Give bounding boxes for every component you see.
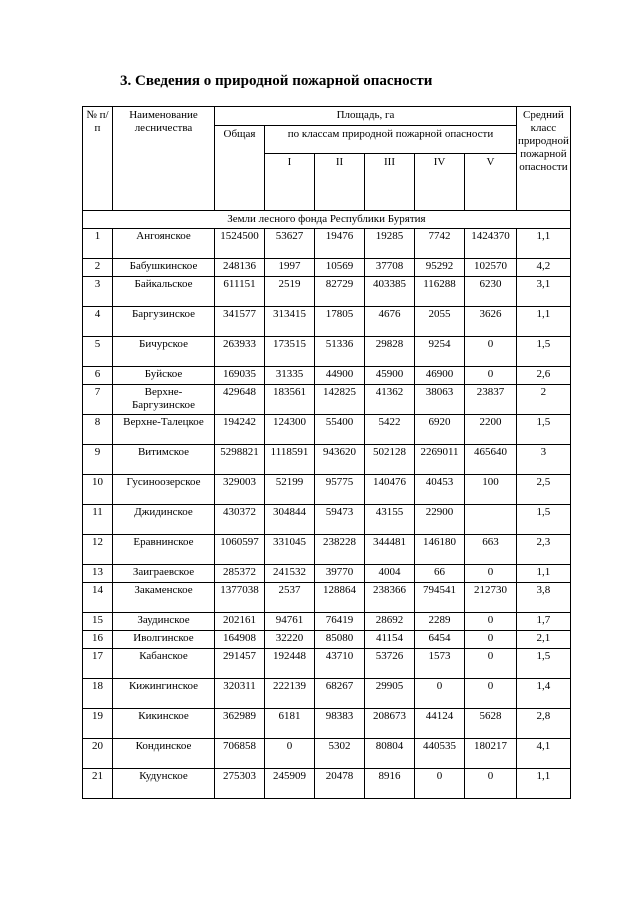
row-number: 15	[83, 613, 113, 631]
class-5-area: 6230	[465, 277, 517, 307]
class-3-area: 140476	[365, 475, 415, 505]
table-row	[83, 385, 571, 415]
table-row	[83, 415, 571, 445]
table-row	[83, 367, 571, 385]
forestry-name: Кабанское	[113, 649, 215, 679]
forestry-name: Кикинское	[113, 709, 215, 739]
class-5-area: 0	[465, 367, 517, 385]
class-5-area: 180217	[465, 739, 517, 769]
avg-class: 1,5	[517, 415, 571, 445]
class-5-area: 0	[465, 565, 517, 583]
class-4-area: 6920	[415, 415, 465, 445]
avg-class: 4,2	[517, 259, 571, 277]
total-area: 611151	[215, 277, 265, 307]
row-number: 9	[83, 445, 113, 475]
row-number: 14	[83, 583, 113, 613]
class-2-area: 10569	[315, 259, 365, 277]
class-5-area: 5628	[465, 709, 517, 739]
class-1-area: 331045	[265, 535, 315, 565]
total-area: 430372	[215, 505, 265, 535]
class-5-area: 0	[465, 769, 517, 799]
table-row	[83, 475, 571, 505]
header-class-1: I	[265, 154, 315, 211]
row-number: 3	[83, 277, 113, 307]
class-5-area: 2200	[465, 415, 517, 445]
class-3-area: 37708	[365, 259, 415, 277]
class-3-area: 8916	[365, 769, 415, 799]
class-4-area: 440535	[415, 739, 465, 769]
avg-class: 1,4	[517, 679, 571, 709]
class-2-area: 39770	[315, 565, 365, 583]
forestry-name: Заудинское	[113, 613, 215, 631]
class-4-area: 9254	[415, 337, 465, 367]
class-5-area: 0	[465, 649, 517, 679]
class-2-area: 128864	[315, 583, 365, 613]
table-row	[83, 307, 571, 337]
class-1-area: 6181	[265, 709, 315, 739]
forestry-name: Еравнинское	[113, 535, 215, 565]
class-2-area: 76419	[315, 613, 365, 631]
section-title: Земли лесного фонда Республики Бурятия	[83, 211, 571, 229]
class-4-area: 6454	[415, 631, 465, 649]
class-5-area: 23837	[465, 385, 517, 415]
row-number: 18	[83, 679, 113, 709]
row-number: 2	[83, 259, 113, 277]
class-4-area: 1573	[415, 649, 465, 679]
class-2-area: 5302	[315, 739, 365, 769]
avg-class: 2	[517, 385, 571, 415]
total-area: 285372	[215, 565, 265, 583]
forestry-name: Бабушкинское	[113, 259, 215, 277]
class-3-area: 45900	[365, 367, 415, 385]
class-1-area: 53627	[265, 229, 315, 259]
class-5-area: 212730	[465, 583, 517, 613]
table-row	[83, 613, 571, 631]
header-name: Наименование лесничества	[113, 107, 215, 211]
table-row	[83, 709, 571, 739]
avg-class: 2,3	[517, 535, 571, 565]
class-5-area: 465640	[465, 445, 517, 475]
header-by-class: по классам природной пожарной опасности	[265, 126, 517, 154]
table-row	[83, 739, 571, 769]
table-row	[83, 631, 571, 649]
class-4-area: 22900	[415, 505, 465, 535]
class-1-area: 183561	[265, 385, 315, 415]
forestry-name: Закаменское	[113, 583, 215, 613]
class-4-area: 794541	[415, 583, 465, 613]
table-row	[83, 337, 571, 367]
class-2-area: 142825	[315, 385, 365, 415]
header-num: № п/п	[83, 107, 113, 211]
class-3-area: 4004	[365, 565, 415, 583]
class-3-area: 29905	[365, 679, 415, 709]
class-5-area: 102570	[465, 259, 517, 277]
header-class-2: II	[315, 154, 365, 211]
table-row	[83, 769, 571, 799]
table-row	[83, 505, 571, 535]
forestry-name: Кондинское	[113, 739, 215, 769]
class-3-area: 4676	[365, 307, 415, 337]
class-1-area: 94761	[265, 613, 315, 631]
avg-class: 1,1	[517, 307, 571, 337]
row-number: 20	[83, 739, 113, 769]
forestry-name: Джидинское	[113, 505, 215, 535]
forestry-name: Бичурское	[113, 337, 215, 367]
row-number: 21	[83, 769, 113, 799]
class-3-area: 344481	[365, 535, 415, 565]
table-row	[83, 565, 571, 583]
row-number: 11	[83, 505, 113, 535]
forestry-name: Верхне-Баргузинское	[113, 385, 215, 415]
forestry-name: Верхне-Талецкое	[113, 415, 215, 445]
class-2-area: 17805	[315, 307, 365, 337]
class-4-area: 38063	[415, 385, 465, 415]
class-4-area: 116288	[415, 277, 465, 307]
avg-class: 3,1	[517, 277, 571, 307]
class-1-area: 2519	[265, 277, 315, 307]
avg-class: 1,5	[517, 337, 571, 367]
class-4-area: 0	[415, 769, 465, 799]
class-2-area: 20478	[315, 769, 365, 799]
class-4-area: 95292	[415, 259, 465, 277]
class-3-area: 502128	[365, 445, 415, 475]
fire-danger-table	[82, 106, 571, 799]
table-row	[83, 229, 571, 259]
table-row	[83, 445, 571, 475]
class-2-area: 59473	[315, 505, 365, 535]
class-3-area: 53726	[365, 649, 415, 679]
forestry-name: Буйское	[113, 367, 215, 385]
header-area: Площадь, га	[215, 107, 517, 126]
class-4-area: 2055	[415, 307, 465, 337]
class-3-area: 208673	[365, 709, 415, 739]
total-area: 5298821	[215, 445, 265, 475]
class-1-area: 313415	[265, 307, 315, 337]
class-1-area: 1118591	[265, 445, 315, 475]
class-5-area: 100	[465, 475, 517, 505]
class-4-area: 2289	[415, 613, 465, 631]
table-row	[83, 535, 571, 565]
avg-class: 2,1	[517, 631, 571, 649]
class-4-area: 146180	[415, 535, 465, 565]
row-number: 16	[83, 631, 113, 649]
class-5-area: 0	[465, 613, 517, 631]
total-area: 194242	[215, 415, 265, 445]
header-class-4: IV	[415, 154, 465, 211]
class-5-area: 0	[465, 337, 517, 367]
class-2-area: 85080	[315, 631, 365, 649]
forestry-name: Кудунское	[113, 769, 215, 799]
page-title: 3. Сведения о природной пожарной опасности	[120, 73, 433, 89]
class-2-area: 44900	[315, 367, 365, 385]
forestry-name: Витимское	[113, 445, 215, 475]
total-area: 1524500	[215, 229, 265, 259]
class-5-area: 663	[465, 535, 517, 565]
row-number: 7	[83, 385, 113, 415]
avg-class: 3	[517, 445, 571, 475]
table-row	[83, 277, 571, 307]
avg-class: 1,5	[517, 505, 571, 535]
total-area: 1060597	[215, 535, 265, 565]
row-number: 13	[83, 565, 113, 583]
row-number: 17	[83, 649, 113, 679]
row-number: 8	[83, 415, 113, 445]
row-number: 4	[83, 307, 113, 337]
row-number: 10	[83, 475, 113, 505]
class-1-area: 52199	[265, 475, 315, 505]
header-total: Общая	[215, 126, 265, 211]
avg-class: 1,5	[517, 649, 571, 679]
total-area: 169035	[215, 367, 265, 385]
row-number: 5	[83, 337, 113, 367]
table-row	[83, 259, 571, 277]
total-area: 706858	[215, 739, 265, 769]
total-area: 275303	[215, 769, 265, 799]
class-1-area: 2537	[265, 583, 315, 613]
avg-class: 1,1	[517, 769, 571, 799]
class-2-area: 95775	[315, 475, 365, 505]
forestry-name: Иволгинское	[113, 631, 215, 649]
class-2-area: 238228	[315, 535, 365, 565]
row-number: 6	[83, 367, 113, 385]
avg-class: 3,8	[517, 583, 571, 613]
avg-class: 1,7	[517, 613, 571, 631]
forestry-name: Кижингинское	[113, 679, 215, 709]
class-2-area: 19476	[315, 229, 365, 259]
class-3-area: 5422	[365, 415, 415, 445]
total-area: 263933	[215, 337, 265, 367]
class-5-area	[465, 505, 517, 535]
class-3-area: 29828	[365, 337, 415, 367]
forestry-name: Байкальское	[113, 277, 215, 307]
class-1-area: 32220	[265, 631, 315, 649]
total-area: 341577	[215, 307, 265, 337]
class-2-area: 51336	[315, 337, 365, 367]
row-number: 12	[83, 535, 113, 565]
table-row	[83, 583, 571, 613]
total-area: 291457	[215, 649, 265, 679]
table-row	[83, 649, 571, 679]
class-2-area: 43710	[315, 649, 365, 679]
class-1-area: 124300	[265, 415, 315, 445]
class-4-area: 40453	[415, 475, 465, 505]
class-4-area: 66	[415, 565, 465, 583]
avg-class: 2,6	[517, 367, 571, 385]
total-area: 248136	[215, 259, 265, 277]
class-2-area: 98383	[315, 709, 365, 739]
header-avg-class: Средний класс природной пожарной опасности	[517, 107, 571, 211]
class-4-area: 0	[415, 679, 465, 709]
class-5-area: 1424370	[465, 229, 517, 259]
class-1-area: 245909	[265, 769, 315, 799]
avg-class: 2,5	[517, 475, 571, 505]
class-5-area: 3626	[465, 307, 517, 337]
class-3-area: 403385	[365, 277, 415, 307]
class-3-area: 238366	[365, 583, 415, 613]
class-2-area: 55400	[315, 415, 365, 445]
class-3-area: 19285	[365, 229, 415, 259]
class-1-area: 241532	[265, 565, 315, 583]
class-5-area: 0	[465, 631, 517, 649]
total-area: 1377038	[215, 583, 265, 613]
class-2-area: 943620	[315, 445, 365, 475]
avg-class: 1,1	[517, 565, 571, 583]
class-3-area: 80804	[365, 739, 415, 769]
class-1-area: 222139	[265, 679, 315, 709]
header-class-3: III	[365, 154, 415, 211]
class-1-area: 304844	[265, 505, 315, 535]
class-3-area: 43155	[365, 505, 415, 535]
class-1-area: 1997	[265, 259, 315, 277]
total-area: 202161	[215, 613, 265, 631]
class-2-area: 82729	[315, 277, 365, 307]
class-4-area: 44124	[415, 709, 465, 739]
class-1-area: 173515	[265, 337, 315, 367]
class-3-area: 28692	[365, 613, 415, 631]
class-5-area: 0	[465, 679, 517, 709]
row-number: 19	[83, 709, 113, 739]
class-3-area: 41362	[365, 385, 415, 415]
class-1-area: 192448	[265, 649, 315, 679]
total-area: 320311	[215, 679, 265, 709]
total-area: 429648	[215, 385, 265, 415]
total-area: 164908	[215, 631, 265, 649]
table-row	[83, 679, 571, 709]
forestry-name: Баргузинское	[113, 307, 215, 337]
class-1-area: 0	[265, 739, 315, 769]
forestry-name: Заиграевское	[113, 565, 215, 583]
avg-class: 4,1	[517, 739, 571, 769]
avg-class: 1,1	[517, 229, 571, 259]
avg-class: 2,8	[517, 709, 571, 739]
class-3-area: 41154	[365, 631, 415, 649]
class-4-area: 7742	[415, 229, 465, 259]
forestry-name: Гусиноозерское	[113, 475, 215, 505]
header-class-5: V	[465, 154, 517, 211]
total-area: 362989	[215, 709, 265, 739]
class-4-area: 46900	[415, 367, 465, 385]
total-area: 329003	[215, 475, 265, 505]
row-number: 1	[83, 229, 113, 259]
class-1-area: 31335	[265, 367, 315, 385]
class-4-area: 2269011	[415, 445, 465, 475]
forestry-name: Ангоянское	[113, 229, 215, 259]
class-2-area: 68267	[315, 679, 365, 709]
